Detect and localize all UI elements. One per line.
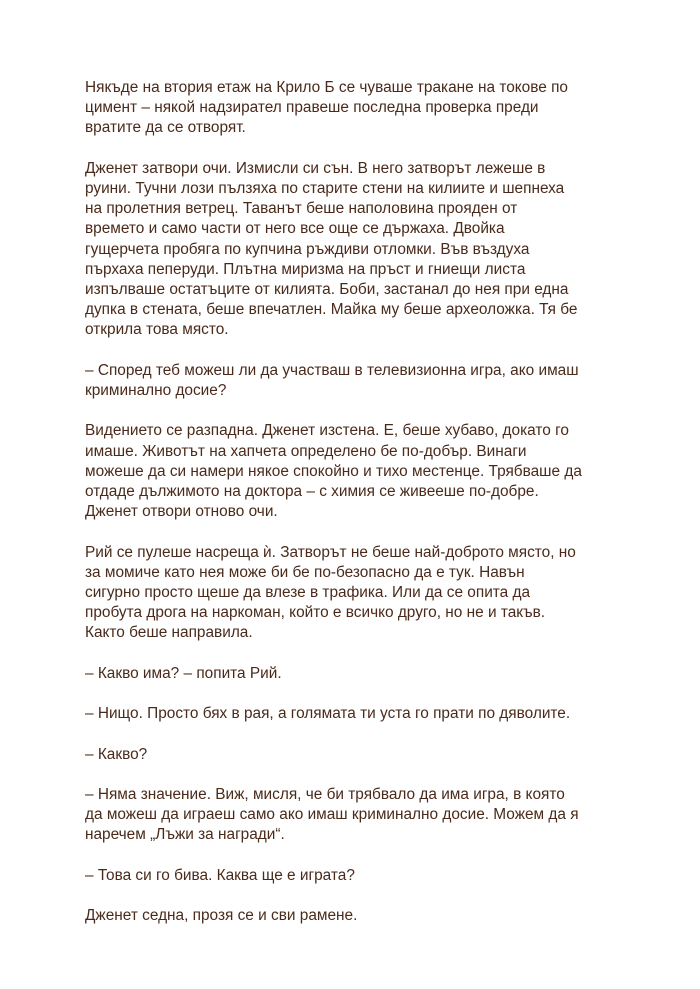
document-body [85, 78, 625, 947]
paragraph: – Какво има? – попита Рий. [85, 664, 282, 682]
paragraph: – Няма значение. Виж, мисля, че би трябвало да има игра, в която да можеш да играеш само ако имаш криминално досие. Можем да я наречем „Лъжи за награди“. [85, 785, 579, 844]
paragraph: Рий се пулеше насреща ѝ. Затворът не беше най-доброто място, но за момиче като нея може би бе по-безопасно да е тук. Навън сигурно просто щеше да влезе в трафика. Или да се опита да пробута дрога на наркоман, който е всичко друго, но не и такъв. Както беше направила. [85, 543, 576, 642]
paragraph: – Според теб можеш ли да участваш в телевизионна игра, ако имаш криминално досие? [85, 361, 579, 400]
paragraph: – Това си го бива. Каква ще е играта? [85, 866, 355, 884]
paragraph: – Какво? [85, 745, 148, 763]
paragraph: Дженет седна, прозя се и сви рамене. [85, 907, 358, 925]
paragraph: Видението се разпадна. Дженет изстена. Е, беше хубаво, докато го имаше. Животът на хапчета определено бе по-добър. Винаги можеше да си намери някое спокойно и тихо местенце. Трябваше да отдаде дължимото на доктора – с химия се живееше по-добре. Дженет отвори отново очи. [85, 422, 582, 521]
paragraph: Дженет затвори очи. Измисли си сън. В него затворът лежеше в руини. Тучни лози пълзяха по старите стени на килиите и шепнеха на пролетния ветрец. Таванът беше наполовина прояден от времето и само части от него все още се държаха. Двойка гущерчета пробягa по купчина ръждиви отломки. Във въздуха пърхаха пеперуди. Плътна миризма на пръст и гниещи листа изпълваше остатъците от килията. Боби, застанал до нея при една дупка в стената, беше впечатлен. Майка му беше археоложка. Тя бе открила това място. [85, 159, 578, 339]
paragraph: Някъде на втория етаж на Крило Б се чуваше тракане на токове по цимент – някой надзирател правеше последна проверка преди вратите да се отворят. [85, 79, 568, 137]
paragraph: – Нищо. Просто бях в рая, а голямата ти уста го прати по дяволите. [85, 705, 571, 723]
